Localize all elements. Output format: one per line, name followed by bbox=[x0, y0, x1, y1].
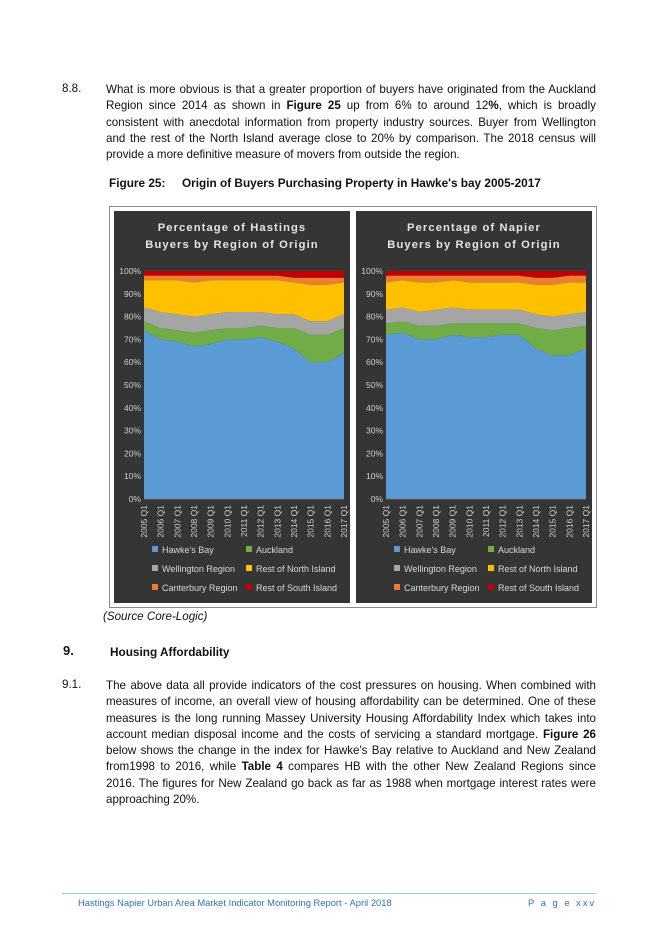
x-tick-label: 2012 Q1 bbox=[255, 505, 266, 538]
x-tick-label: 2005 Q1 bbox=[381, 505, 391, 538]
x-tick-label: 2015 Q1 bbox=[305, 505, 316, 538]
y-tick-label: 10% bbox=[123, 471, 141, 482]
y-tick-label: 40% bbox=[123, 402, 141, 413]
legend-item bbox=[152, 564, 235, 574]
chart-title: Percentage of Napier Buyers by Region of Origin bbox=[387, 222, 561, 251]
figure-title: Origin of Buyers Purchasing Property in Hawke's bay 2005-2017 bbox=[182, 176, 541, 190]
legend-label: Hawke's Bay bbox=[404, 545, 456, 555]
y-tick-label: 30% bbox=[365, 425, 383, 436]
area-series bbox=[386, 333, 586, 499]
x-tick-label: 2011 Q1 bbox=[481, 505, 491, 537]
y-tick-label: 20% bbox=[123, 448, 141, 459]
x-tick-label: 2016 Q1 bbox=[564, 505, 575, 538]
legend-item bbox=[488, 545, 535, 555]
paragraph-text: compares HB with the other New Zealand Regions since 2016. The figures for New Zealand go back as far as 1988 when mortgage interest rates were approaching 20%. bbox=[106, 760, 597, 807]
paragraph-8-8 bbox=[106, 82, 596, 163]
napier-chart bbox=[356, 211, 592, 603]
legend-label: Wellington Region bbox=[404, 564, 477, 574]
legend-label: Canterbury Region bbox=[404, 583, 480, 593]
legend-swatch bbox=[488, 565, 494, 571]
legend-label: Wellington Region bbox=[162, 564, 235, 574]
x-tick-label: 2013 Q1 bbox=[272, 505, 283, 538]
x-tick-label: 2011 Q1 bbox=[239, 505, 249, 537]
legend-swatch bbox=[394, 584, 400, 590]
x-tick-label: 2008 Q1 bbox=[189, 505, 199, 538]
legend-swatch bbox=[246, 565, 252, 571]
x-tick-label: 2017 Q1 bbox=[339, 505, 349, 538]
legend-swatch bbox=[152, 584, 158, 590]
table-4-reference: Table 4 bbox=[241, 760, 283, 774]
y-tick-label: 40% bbox=[365, 402, 383, 413]
figure-label: Figure 25: bbox=[109, 176, 166, 190]
x-tick-label: 2013 Q1 bbox=[514, 505, 525, 538]
paragraph-text: up from 6% to around 12 bbox=[340, 99, 489, 113]
legend-item bbox=[394, 564, 477, 574]
x-tick-label: 2014 Q1 bbox=[289, 505, 299, 538]
y-tick-label: 0% bbox=[370, 494, 383, 504]
x-tick-label: 2010 Q1 bbox=[464, 505, 475, 538]
paragraph-number-8-8: 8.8. bbox=[62, 82, 82, 95]
legend-item bbox=[488, 583, 579, 593]
x-tick-label: 2015 Q1 bbox=[547, 505, 558, 538]
chart-title: Percentage of Hastings Buyers by Region of Origin bbox=[145, 222, 319, 251]
y-tick-label: 70% bbox=[123, 334, 141, 345]
paragraph-text: The above data all provide indicators of the cost pressures on housing. When combined with measures of income, an overall view of housing affordability can be determined. One of these measures is the long running Massey University Housing Affordability Index which takes into account median disposal income and the costs of servicing a standard mortgage. bbox=[106, 679, 596, 741]
figure-26-reference: Figure 26 bbox=[542, 727, 597, 741]
section-number: 9. bbox=[63, 643, 74, 658]
figure-source: (Source Core-Logic) bbox=[103, 610, 208, 623]
legend-swatch bbox=[246, 584, 252, 590]
figure-caption bbox=[109, 176, 541, 190]
y-tick-label: 50% bbox=[365, 380, 383, 390]
legend-label: Rest of South Island bbox=[498, 583, 580, 593]
x-tick-label: 2017 Q1 bbox=[581, 505, 591, 538]
paragraph-text: , which is broadly consistent with anecdotal information from property industry sources. Buyer from Wellington and the rest of the North Island average close to 20% by comparison. The 2018 census will provide a more definitive measure of movers from outside the region. bbox=[106, 99, 596, 162]
footer-report-title: Hastings Napier Urban Area Market Indicator Monitoring Report - April 2018 bbox=[78, 897, 392, 908]
y-tick-label: 30% bbox=[123, 425, 141, 436]
figure-25-reference: Figure 25 bbox=[286, 99, 341, 113]
x-tick-label: 2005 Q1 bbox=[139, 505, 149, 538]
x-tick-label: 2009 Q1 bbox=[205, 505, 216, 538]
legend-swatch bbox=[246, 546, 252, 552]
x-tick-label: 2012 Q1 bbox=[497, 505, 508, 538]
x-tick-label: 2006 Q1 bbox=[155, 505, 166, 538]
napier-chart-panel bbox=[356, 211, 592, 603]
y-tick-label: 100% bbox=[119, 266, 141, 276]
paragraph-9-1 bbox=[106, 678, 596, 808]
legend-swatch bbox=[488, 546, 494, 552]
legend-item bbox=[246, 583, 337, 593]
legend-item bbox=[488, 564, 578, 574]
legend-label: Rest of South Island bbox=[256, 583, 338, 593]
legend-swatch bbox=[394, 546, 400, 552]
legend-swatch bbox=[488, 584, 494, 590]
hastings-chart bbox=[114, 211, 350, 603]
x-tick-label: 2006 Q1 bbox=[397, 505, 408, 538]
legend-label: Canterbury Region bbox=[162, 583, 238, 593]
figure-25-frame bbox=[109, 206, 597, 608]
paragraph-text: What is more obvious is that a greater proportion of buyers have originated from the Auckland Region since 2014 as shown in bbox=[106, 83, 596, 113]
y-tick-label: 90% bbox=[365, 288, 383, 299]
legend-label: Hawke's Bay bbox=[162, 545, 214, 555]
hastings-chart-panel bbox=[114, 211, 350, 603]
x-tick-label: 2014 Q1 bbox=[531, 505, 541, 538]
y-tick-label: 10% bbox=[365, 471, 383, 482]
legend-swatch bbox=[394, 565, 400, 571]
legend-item bbox=[152, 545, 214, 555]
footer-page-number: P a g e xxv bbox=[528, 897, 597, 908]
legend-label: Rest of North Island bbox=[498, 564, 578, 574]
y-tick-label: 60% bbox=[365, 357, 383, 368]
paragraph-number-9-1: 9.1. bbox=[62, 678, 82, 691]
percent-sign: % bbox=[488, 99, 499, 113]
y-tick-label: 80% bbox=[123, 311, 141, 322]
x-tick-label: 2008 Q1 bbox=[431, 505, 441, 538]
legend-item bbox=[152, 583, 238, 593]
y-tick-label: 60% bbox=[123, 357, 141, 368]
y-tick-label: 90% bbox=[123, 288, 141, 299]
paragraph-text: below shows the change in the index for Hawke's Bay relative to Auckland and New Zealand from1998 to 2016, while bbox=[106, 744, 596, 774]
legend-item bbox=[394, 583, 480, 593]
legend-swatch bbox=[152, 565, 158, 571]
legend-item bbox=[246, 564, 336, 574]
y-tick-label: 100% bbox=[361, 266, 383, 276]
y-tick-label: 0% bbox=[128, 494, 141, 504]
x-tick-label: 2010 Q1 bbox=[222, 505, 233, 538]
y-tick-label: 80% bbox=[365, 311, 383, 322]
x-tick-label: 2007 Q1 bbox=[172, 505, 183, 538]
legend-label: Rest of North Island bbox=[256, 564, 336, 574]
x-tick-label: 2016 Q1 bbox=[322, 505, 333, 538]
footer-divider bbox=[62, 893, 596, 894]
legend-item bbox=[246, 545, 293, 555]
y-tick-label: 20% bbox=[365, 448, 383, 459]
y-tick-label: 50% bbox=[123, 380, 141, 390]
x-tick-label: 2007 Q1 bbox=[414, 505, 425, 538]
legend-label: Auckland bbox=[256, 545, 294, 555]
legend-swatch bbox=[152, 546, 158, 552]
legend-item bbox=[394, 545, 456, 555]
section-title: Housing Affordability bbox=[110, 645, 230, 659]
legend-label: Auckland bbox=[498, 545, 536, 555]
x-tick-label: 2009 Q1 bbox=[447, 505, 458, 538]
y-tick-label: 70% bbox=[365, 334, 383, 345]
